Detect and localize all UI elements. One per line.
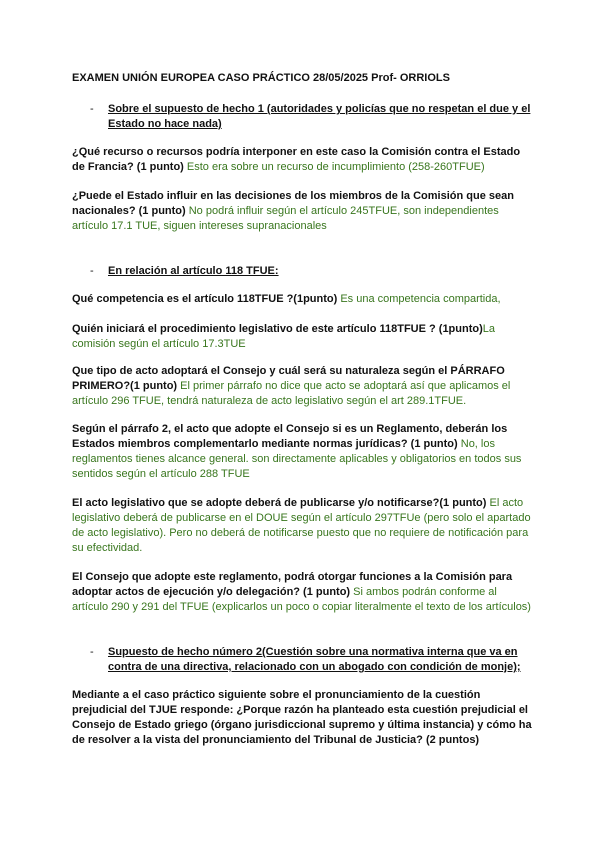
question-text: El acto legislativo que se adopte deberá de publicarse y/o notificarse?(1 punto) bbox=[72, 497, 490, 509]
question-text: Según el párrafo 2, el acto que adopte el Consejo si es un Reglamento, deberán los Estados miembros complementarlo mediante normas jurídicas? (1 punto) bbox=[72, 423, 508, 450]
question-8 bbox=[72, 570, 534, 615]
answer-text: Esto era sobre un recurso de incumplimiento (258-260TFUE) bbox=[186, 161, 485, 173]
section-heading-2 bbox=[90, 264, 535, 279]
question-2 bbox=[72, 189, 534, 234]
question-text: ¿Puede el Estado influir en las decisiones de los miembros de la Comisión que sean nacionales? (1 punto) bbox=[72, 190, 514, 217]
question-1 bbox=[72, 145, 534, 175]
bullet-marker: - bbox=[90, 265, 94, 277]
question-text: Quién iniciará el procedimiento legislativo de este artículo 118TFUE ? (1punto) bbox=[72, 323, 483, 335]
exam-title: EXAMEN UNIÓN EUROPEA CASO PRÁCTICO 28/05/2025 Prof- ORRIOLS bbox=[72, 72, 450, 84]
question-7 bbox=[72, 496, 534, 556]
section-heading-text: Supuesto de hecho número 2(Cuestión sobre una normativa interna que va en contra de una directiva, relacionado con un abogado con condición de monje); bbox=[108, 646, 521, 673]
question-5 bbox=[72, 364, 534, 409]
section-heading-text: En relación al artículo 118 TFUE: bbox=[108, 265, 279, 277]
question-6 bbox=[72, 422, 534, 482]
section-heading-3 bbox=[90, 645, 535, 675]
question-3 bbox=[72, 292, 534, 307]
question-text: El Consejo que adopte este reglamento, podrá otorgar funciones a la Comisión para adoptar actos de ejecución y/o delegación? (1 punto) bbox=[72, 571, 513, 598]
final-question bbox=[72, 688, 534, 748]
answer-text: No, los reglamentos tienes alcance general. son directamente aplicables y obligatorios en todos sus sentidos según el artículo 288 TFUE bbox=[72, 438, 522, 480]
answer-text: Es una competencia compartida, bbox=[340, 293, 501, 305]
section-heading-1 bbox=[90, 102, 535, 132]
answer-text: No podrá influir según el artículo 245TFUE, son independientes artículo 17.1 TUE, siguen intereses supranacionales bbox=[72, 205, 499, 232]
question-text: ¿Qué recurso o recursos podría interponer en este caso la Comisión contra el Estado de Francia? (1 punto) bbox=[72, 146, 521, 173]
answer-text: El acto legislativo deberá de publicarse en el DOUE según el artículo 297TFUe (pero solo el apartado de acto legislativo). Pero no deberá de notificarse puesto que no requiere de notificación para su efectividad. bbox=[72, 497, 531, 554]
question-text: Qué competencia es el artículo 118TFUE ?(1punto) bbox=[72, 293, 341, 305]
bullet-marker: - bbox=[90, 646, 94, 658]
answer-text: La comisión según el artículo 17.3TUE bbox=[72, 323, 496, 350]
question-text: Que tipo de acto adoptará el Consejo y cuál será su naturaleza según el PÁRRAFO PRIMERO?(1 punto) bbox=[72, 365, 505, 392]
answer-text: El primer párrafo no dice que acto se adoptará así que aplicamos el artículo 296 TFUE, tendrá naturaleza de acto legislativo según el art 289.1TFUE. bbox=[72, 380, 511, 407]
question-4 bbox=[72, 322, 534, 352]
section-heading-text: Sobre el supuesto de hecho 1 (autoridades y policías que no respetan el due y el Estado no hace nada) bbox=[108, 103, 531, 130]
question-text: Mediante a el caso práctico siguiente sobre el pronunciamiento de la cuestión prejudicial del TJUE responde: ¿Porque razón ha planteado esta cuestión prejudicial el Consejo de Estado griego (órgano jurisdiccional supremo y última instancia) y cómo ha de resolver a la vista del pronunciamiento del Tribunal de Justicia? (2 puntos) bbox=[72, 689, 532, 746]
answer-text: Si ambos podrán conforme al artículo 290 y 291 del TFUE (explicarlos un poco o copiar literalmente el texto de los artículos) bbox=[72, 586, 531, 613]
bullet-marker: - bbox=[90, 103, 94, 115]
